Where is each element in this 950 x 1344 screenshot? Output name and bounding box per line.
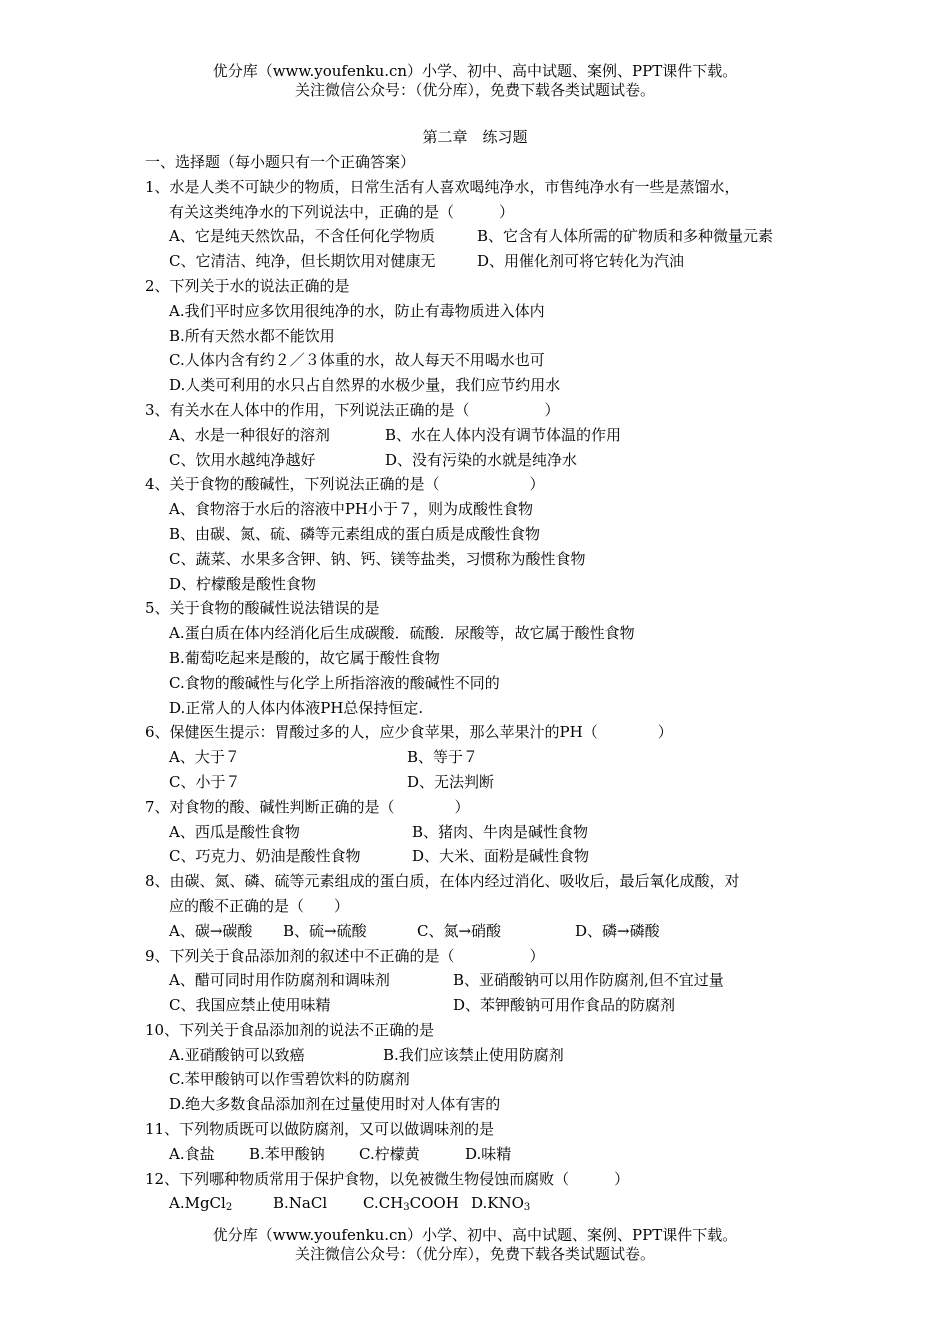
option-b: B、等于７ bbox=[407, 748, 479, 767]
option-b: B、硫→硫酸 bbox=[283, 921, 367, 940]
question-9-stem: 9、下列关于食品添加剂的叙述中不正确的是（ ） bbox=[145, 946, 545, 965]
question-3-options-row-1 bbox=[145, 423, 815, 448]
subscript: 2 bbox=[225, 1202, 233, 1214]
option-a: A.蛋白质在体内经消化后生成碳酸．硫酸．尿酸等，故它属于酸性食物 bbox=[169, 624, 635, 643]
question-1-options-row-2 bbox=[145, 249, 815, 274]
question-6-options-row-1 bbox=[145, 745, 815, 770]
page-title: 第二章 练习题 bbox=[422, 128, 528, 146]
option-a: A.食盐 bbox=[169, 1144, 215, 1163]
option-c: C、它清洁、纯净，但长期饮用对健康无 bbox=[169, 252, 436, 271]
option-d: D、柠檬酸是酸性食物 bbox=[169, 574, 317, 593]
question-7-options-row-2 bbox=[145, 844, 815, 869]
option-d: D.正常人的人体内体液PH总保持恒定. bbox=[169, 698, 424, 717]
option-c-text: C.CH bbox=[363, 1194, 404, 1213]
section-heading: 一、选择题（每小题只有一个正确答案） bbox=[145, 153, 416, 171]
option-c: C.人体内含有约２／３体重的水，故人每天不用喝水也可 bbox=[169, 351, 545, 370]
option-b: B、它含有人体所需的矿物质和多种微量元素 bbox=[477, 227, 774, 246]
header-line-1: 优分库（www.youfenku.cn）小学、初中、高中试题、案例、PPT课件下载。 bbox=[212, 62, 738, 80]
option-b: B、由碳、氮、硫、磷等元素组成的蛋白质是成酸性食物 bbox=[169, 524, 541, 543]
question-1-options-row-1 bbox=[145, 224, 815, 249]
subscript: 3 bbox=[403, 1202, 410, 1214]
option-a: A、水是一种很好的溶剂 bbox=[169, 425, 330, 444]
option-c bbox=[363, 1191, 471, 1216]
option-d: D.绝大多数食品添加剂在过量使用时对人体有害的 bbox=[169, 1095, 501, 1114]
question-8-stem: 8、由碳、氮、磷、硫等元素组成的蛋白质，在体内经过消化、吸收后，最后氧化成酸，对 bbox=[145, 872, 740, 891]
question-12-stem: 12、下列哪种物质常用于保护食物，以免被微生物侵蚀而腐败（ ） bbox=[145, 1169, 630, 1188]
option-b: B.葡萄吃起来是酸的，故它属于酸性食物 bbox=[169, 648, 440, 667]
option-c: C.食物的酸碱性与化学上所指溶液的酸碱性不同的 bbox=[169, 673, 500, 692]
question-2-stem: 2、下列关于水的说法正确的是 bbox=[145, 276, 350, 295]
option-c: C、蔬菜、水果多含钾、钠、钙、镁等盐类，习惯称为酸性食物 bbox=[169, 549, 586, 568]
question-4-stem: 4、关于食物的酸碱性，下列说法正确的是（ ） bbox=[145, 475, 545, 494]
option-d: D、用催化剂可将它转化为汽油 bbox=[477, 252, 685, 271]
option-d: D.味精 bbox=[465, 1144, 512, 1163]
option-c: C.柠檬黄 bbox=[359, 1144, 420, 1163]
option-d: D、磷→磷酸 bbox=[575, 921, 660, 940]
footer-line-2: 关注微信公众号：（优分库），免费下载各类试题试卷。 bbox=[294, 1245, 655, 1263]
question-1-stem: 1、水是人类不可缺少的物质，日常生活有人喜欢喝纯净水，市售纯净水有一些是蒸馏水， bbox=[145, 177, 740, 196]
option-b: B、猪肉、牛肉是碱性食物 bbox=[412, 822, 589, 841]
header-line-2: 关注微信公众号：（优分库），免费下载各类试题试卷。 bbox=[294, 81, 655, 99]
question-7-options-row-1 bbox=[145, 820, 815, 845]
option-b: B、水在人体内没有调节体温的作用 bbox=[385, 425, 622, 444]
question-9-options-row-1 bbox=[145, 968, 815, 993]
question-list bbox=[145, 150, 815, 1216]
option-c: C、氮→硝酸 bbox=[417, 921, 502, 940]
question-10-options-row-1 bbox=[145, 1043, 815, 1068]
option-a: A、食物溶于水后的溶液中PH小于７，则为成酸性食物 bbox=[169, 500, 534, 519]
question-7-stem: 7、对食物的酸、碱性判断正确的是（ ） bbox=[145, 797, 470, 816]
option-b: B、亚硝酸钠可以用作防腐剂,但不宜过量 bbox=[453, 971, 724, 990]
question-9-options-row-2 bbox=[145, 993, 815, 1018]
option-d: D.人类可利用的水只占自然界的水极少量，我们应节约用水 bbox=[169, 376, 561, 395]
page-header bbox=[0, 62, 950, 100]
question-5-stem: 5、关于食物的酸碱性说法错误的是 bbox=[145, 599, 380, 618]
question-11-stem: 11、下列物质既可以做防腐剂，又可以做调味剂的是 bbox=[145, 1120, 495, 1139]
option-a: A、碳→碳酸 bbox=[169, 921, 253, 940]
question-3-stem: 3、有关水在人体中的作用，下列说法正确的是（ ） bbox=[145, 400, 560, 419]
option-a: A.亚硝酸钠可以致癌 bbox=[169, 1045, 305, 1064]
option-b: B.我们应该禁止使用防腐剂 bbox=[383, 1045, 564, 1064]
option-a bbox=[169, 1191, 273, 1216]
option-a: A、它是纯天然饮品，不含任何化学物质 bbox=[169, 227, 435, 246]
question-6-options-row-2 bbox=[145, 770, 815, 795]
question-11-options bbox=[145, 1142, 815, 1167]
option-d: D、没有污染的水就是纯净水 bbox=[385, 450, 578, 469]
option-b: B.NaCl bbox=[273, 1194, 328, 1213]
question-12-options bbox=[145, 1191, 815, 1216]
option-a: A.我们平时应多饮用很纯净的水，防止有毒物质进入体内 bbox=[169, 301, 545, 320]
question-3-options-row-2 bbox=[145, 448, 815, 473]
question-1-stem-cont: 有关这类纯净水的下列说法中，正确的是（ ） bbox=[169, 202, 515, 221]
question-10-stem: 10、下列关于食品添加剂的说法不正确的是 bbox=[145, 1020, 435, 1039]
footer-line-1: 优分库（www.youfenku.cn）小学、初中、高中试题、案例、PPT课件下载。 bbox=[212, 1226, 738, 1244]
option-d: D、大米、面粉是碱性食物 bbox=[412, 847, 590, 866]
option-a: A、大于７ bbox=[169, 748, 240, 767]
option-a-text: A.MgCl bbox=[169, 1194, 226, 1213]
option-c: C、巧克力、奶油是酸性食物 bbox=[169, 847, 361, 866]
option-b: B.苯甲酸钠 bbox=[249, 1144, 325, 1163]
option-d bbox=[471, 1191, 530, 1216]
option-d: D、无法判断 bbox=[407, 772, 495, 791]
option-a: A、西瓜是酸性食物 bbox=[169, 822, 300, 841]
subscript: 3 bbox=[523, 1202, 531, 1214]
page-footer bbox=[0, 1226, 950, 1264]
option-d-text: D.KNO bbox=[471, 1194, 524, 1213]
option-c-text-end: COOH bbox=[409, 1194, 459, 1213]
option-c: C、小于７ bbox=[169, 772, 241, 791]
option-d: D、苯钾酸钠可用作食品的防腐剂 bbox=[453, 996, 676, 1015]
option-a: A、醋可同时用作防腐剂和调味剂 bbox=[169, 971, 390, 990]
option-c: C.苯甲酸钠可以作雪碧饮料的防腐剂 bbox=[169, 1070, 410, 1089]
question-8-stem-cont: 应的酸不正确的是（ ） bbox=[169, 896, 350, 915]
option-c: C、饮用水越纯净越好 bbox=[169, 450, 316, 469]
question-8-options bbox=[145, 919, 815, 944]
option-b: B.所有天然水都不能饮用 bbox=[169, 326, 335, 345]
question-6-stem: 6、保健医生提示：胃酸过多的人，应少食苹果，那么苹果汁的PH（ ） bbox=[145, 723, 673, 742]
option-c: C、我国应禁止使用味精 bbox=[169, 996, 331, 1015]
